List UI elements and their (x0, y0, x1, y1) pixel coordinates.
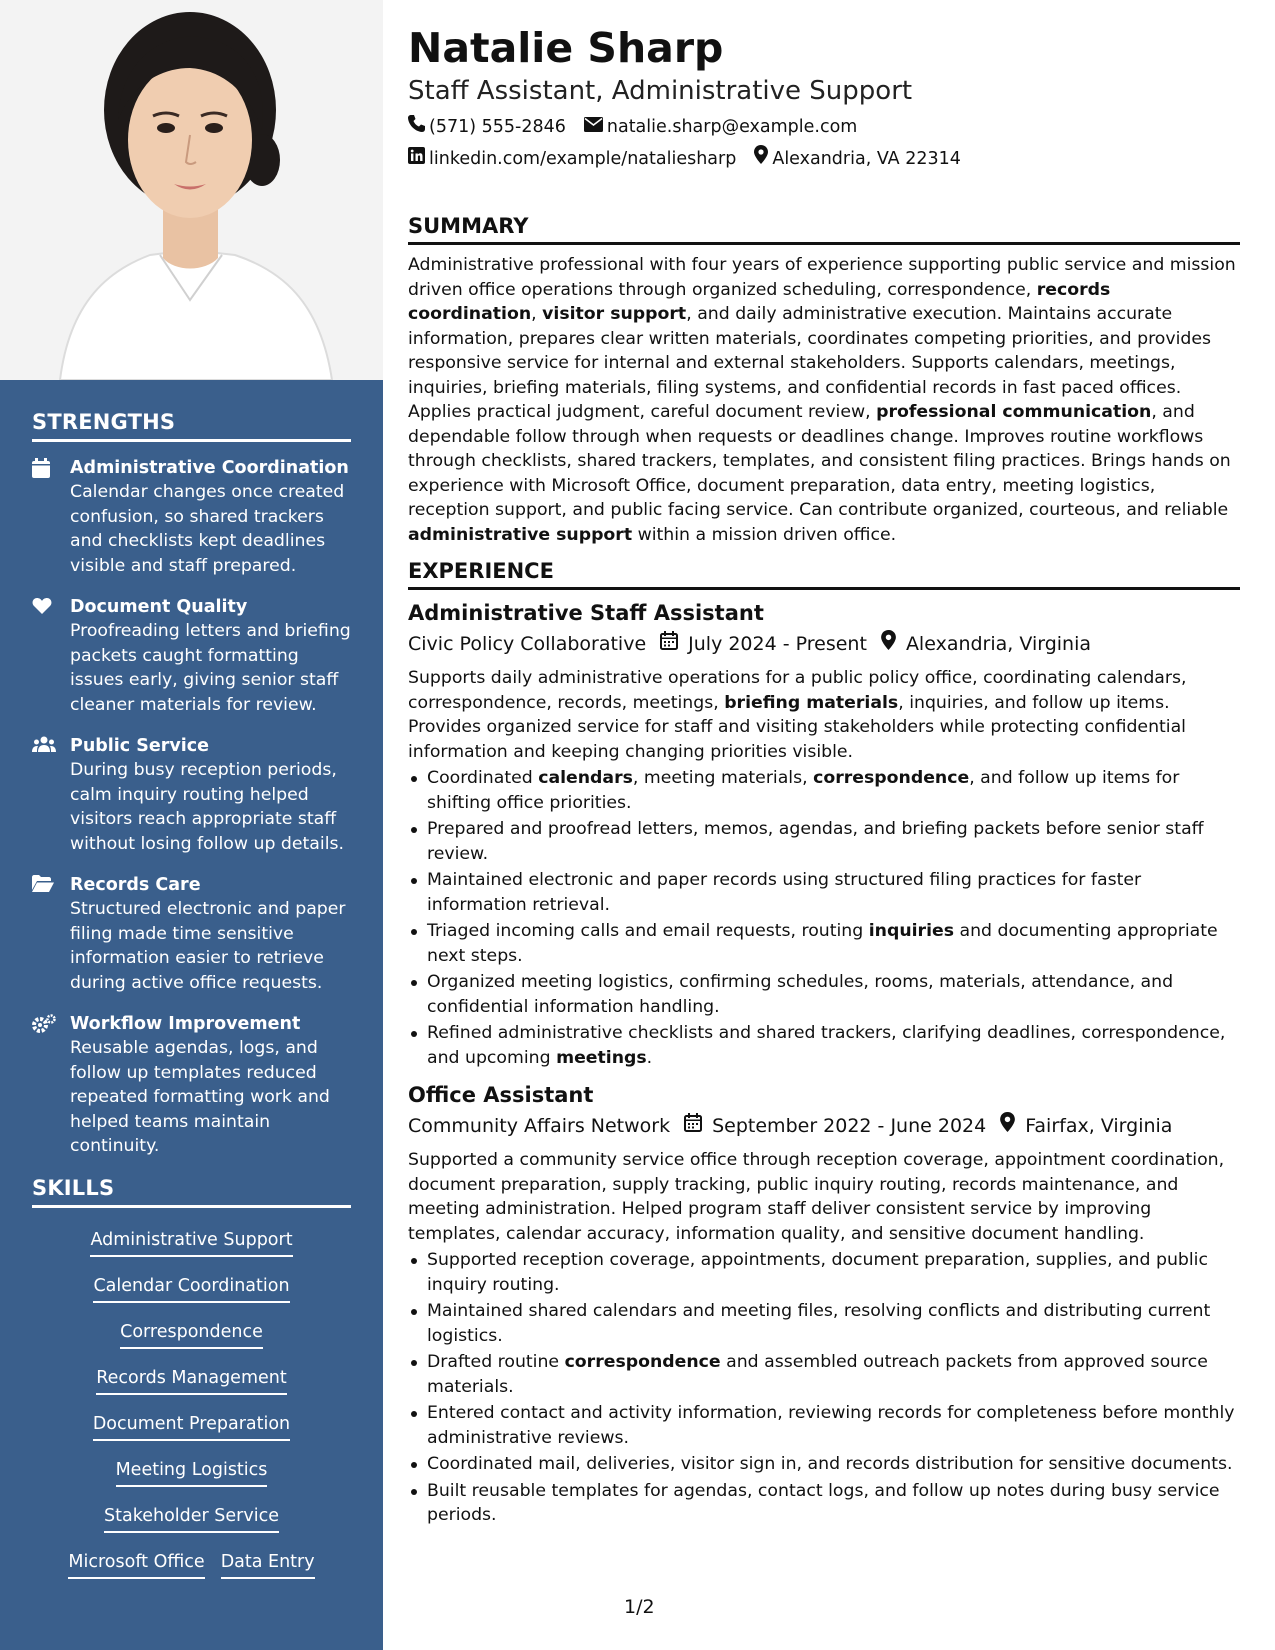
skill-tag: Stakeholder Service (104, 1504, 279, 1533)
strengths-heading: STRENGTHS (32, 410, 351, 442)
skill-tag: Correspondence (120, 1320, 263, 1349)
sidebar-content (32, 410, 351, 1596)
skills-list (32, 1228, 351, 1579)
strength-title: Document Quality (70, 597, 248, 617)
map-pin-icon (754, 144, 772, 174)
job-dates: September 2022 - June 2024 (712, 1115, 987, 1137)
skill-tag: Meeting Logistics (116, 1458, 268, 1487)
sidebar (0, 0, 383, 1650)
profile-photo-illustration (0, 0, 383, 380)
job-bullet: Entered contact and activity information, reviewing records for completeness before monthly administrative reviews. (408, 1401, 1240, 1450)
job-bullet: Triaged incoming calls and email requests, routing inquiries and documenting appropriate next steps. (408, 919, 1240, 968)
job-dates-item (684, 1110, 986, 1142)
strength-title: Workflow Improvement (70, 1014, 301, 1034)
skill-tag: Calendar Coordination (93, 1274, 289, 1303)
folder-open-icon (32, 873, 70, 995)
calendar-icon (660, 628, 688, 660)
email-text[interactable]: natalie.sharp@example.com (606, 117, 858, 137)
job-bullet: Built reusable templates for agendas, contact logs, and follow up notes during busy service periods. (408, 1479, 1240, 1528)
strength-desc: Structured electronic and paper filing made time sensitive information easier to retrieve during active office requests. (70, 899, 346, 993)
job-location-item (881, 628, 1091, 660)
skill-tag: Administrative Support (90, 1228, 292, 1257)
contact-row (408, 144, 1240, 174)
job-bullets (408, 766, 1240, 1070)
job-location: Fairfax, Virginia (1025, 1115, 1173, 1137)
calendar-icon (32, 456, 70, 578)
strength-item (32, 734, 351, 856)
linkedin-text[interactable]: linkedin.com/example/nataliesharp (429, 149, 737, 169)
job-bullet: Prepared and proofread letters, memos, agendas, and briefing packets before senior staff review. (408, 817, 1240, 866)
job-location: Alexandria, Virginia (905, 633, 1092, 655)
email-item[interactable] (584, 112, 857, 142)
job-org: Civic Policy Collaborative (408, 633, 647, 655)
strength-item (32, 595, 351, 717)
strength-item (32, 1012, 351, 1159)
skill-tag: Document Preparation (93, 1412, 290, 1441)
users-icon (32, 734, 70, 856)
linkedin-item[interactable] (408, 144, 736, 174)
job-bullet: Supported reception coverage, appointments, document preparation, supplies, and public inquiry routing. (408, 1248, 1240, 1297)
main-column (408, 22, 1240, 1530)
job-bullet: Coordinated mail, deliveries, visitor sign in, and records distribution for sensitive documents. (408, 1452, 1240, 1477)
heart-icon (32, 595, 70, 717)
phone-icon (408, 112, 429, 142)
profile-photo (0, 0, 383, 380)
map-pin-icon (1000, 1110, 1025, 1142)
calendar-icon (684, 1110, 712, 1142)
skill-tag: Records Management (96, 1366, 286, 1395)
job-entry (408, 598, 1240, 1070)
strength-desc: Reusable agendas, logs, and follow up templates reduced repeated formatting work and helped teams maintain continuity. (70, 1038, 330, 1156)
strength-title: Public Service (70, 736, 210, 756)
job-bullet: Drafted routine correspondence and assembled outreach packets from approved source materials. (408, 1350, 1240, 1399)
job-description: Supported a community service office through reception coverage, appointment coordination, document preparation, supply tracking, public inquiry routing, records maintenance, and meeting administration. Helped program staff deliver consistent service by improving templates, calendar accuracy, information quality, and sensitive document handling. (408, 1150, 1225, 1244)
envelope-icon (584, 112, 607, 142)
summary-text: Administrative professional with four years of experience supporting public service and mission driven office operations through organized scheduling, correspondence, records coordination, visitor support, and daily administrative execution. Maintains accurate information, prepares clear written materials, coordinates competing priorities, and provides responsive service for internal and external stakeholders. Supports calendars, meetings, inquiries, briefing materials, filing systems, and confidential records in fast paced offices. Applies practical judgment, careful document review, professional communication, and dependable follow through when requests or deadlines change. Improves routine workflows through checklists, shared trackers, templates, and consistent filing practices. Brings hands on experience with Microsoft Office, document preparation, data entry, meeting logistics, reception support, and public facing service. Can contribute organized, courteous, and reliable administrative support within a mission driven office. (408, 255, 1236, 545)
job-dates-item (660, 628, 867, 660)
job-dates: July 2024 - Present (688, 633, 867, 655)
job-bullet: Organized meeting logistics, confirming schedules, rooms, materials, attendance, and confidential information handling. (408, 970, 1240, 1019)
job-title: Office Assistant (408, 1083, 594, 1107)
job-bullet: Coordinated calendars, meeting materials, correspondence, and follow up items for shifting office priorities. (408, 766, 1240, 815)
candidate-role: Staff Assistant, Administrative Support (408, 76, 913, 106)
location-item (754, 144, 961, 174)
strength-desc: Proofreading letters and briefing packets caught formatting issues early, giving senior staff cleaner materials for review. (70, 621, 351, 715)
job-bullets (408, 1248, 1240, 1528)
experience-heading: EXPERIENCE (408, 559, 1240, 590)
job-title: Administrative Staff Assistant (408, 601, 764, 625)
gears-icon (32, 1012, 70, 1159)
phone-text: (571) 555-2846 (429, 117, 566, 137)
strength-title: Records Care (70, 875, 201, 895)
candidate-name: Natalie Sharp (408, 24, 724, 72)
page-number: 1/2 (624, 1596, 655, 1618)
job-description: Supports daily administrative operations for a public policy office, coordinating calendars, correspondence, records, meetings, briefing materials, inquiries, and follow up items. Provides organized service for staff and visiting stakeholders while protecting confidential information and keeping changing priorities visible. (408, 668, 1187, 762)
strength-desc: During busy reception periods, calm inquiry routing helped visitors reach appropriate staff without losing follow up details. (70, 760, 344, 854)
strength-title: Administrative Coordination (70, 458, 349, 478)
job-bullet: Refined administrative checklists and shared trackers, clarifying deadlines, correspondence, and upcoming meetings. (408, 1021, 1240, 1070)
location-text: Alexandria, VA 22314 (772, 149, 961, 169)
linkedin-icon (408, 144, 429, 174)
contact-row (408, 112, 1240, 142)
job-org: Community Affairs Network (408, 1115, 671, 1137)
map-pin-icon (881, 628, 906, 660)
job-location-item (1000, 1110, 1172, 1142)
job-meta (408, 1110, 1240, 1142)
skill-tag: Microsoft Office (68, 1550, 204, 1579)
strength-item (32, 456, 351, 578)
phone-item (408, 112, 566, 142)
job-bullet: Maintained electronic and paper records using structured filing practices for faster information retrieval. (408, 868, 1240, 917)
job-entry (408, 1080, 1240, 1528)
skills-heading: SKILLS (32, 1176, 351, 1208)
experience-section (408, 559, 1240, 1528)
summary-heading: SUMMARY (408, 214, 1240, 245)
job-meta (408, 628, 1240, 660)
strength-desc: Calendar changes once created confusion, so shared trackers and checklists kept deadlines visible and staff prepared. (70, 482, 345, 576)
job-bullet: Maintained shared calendars and meeting files, resolving conflicts and distributing current logistics. (408, 1299, 1240, 1348)
summary-section (408, 214, 1240, 547)
skill-tag: Data Entry (221, 1550, 315, 1579)
strength-item (32, 873, 351, 995)
